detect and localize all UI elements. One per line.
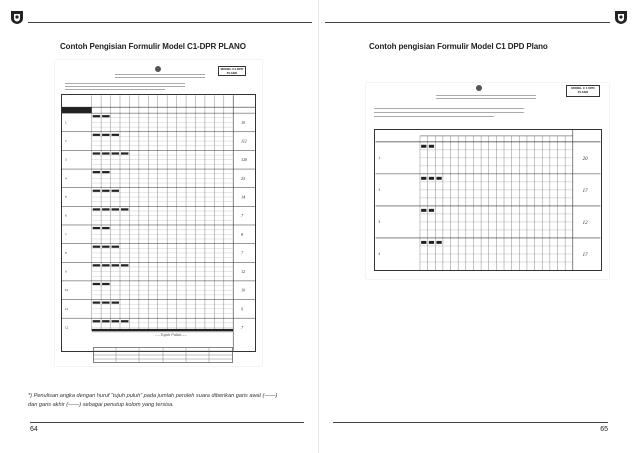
row-total: 14 (241, 194, 246, 200)
row-number: 2 (64, 139, 67, 144)
form-summary-table (93, 347, 233, 363)
row-total: 8 (241, 231, 244, 237)
form-vote-grid (374, 129, 602, 271)
form-c1-dpd-thumbnail (366, 83, 609, 279)
row-number: 4 (64, 176, 67, 181)
form-header-line (436, 98, 536, 99)
row-number: 8 (64, 250, 67, 255)
form-field-line (65, 86, 185, 87)
page-number: 65 (600, 426, 608, 433)
form-code-box: MODEL C 1 DPD PLANO (566, 85, 600, 97)
footer-rule (333, 422, 608, 423)
row-total: 112 (241, 138, 247, 144)
form-c1-dpr-thumbnail (55, 60, 262, 366)
form-emblem-icon (155, 66, 161, 72)
row-number: 12 (64, 325, 69, 330)
page-number: 64 (30, 426, 38, 433)
row-total: 7 (241, 324, 244, 330)
form-field-line (65, 83, 185, 84)
party-header-bar (62, 107, 92, 113)
row-total: 17 (582, 252, 588, 258)
row-total: 9 (241, 306, 244, 312)
row-total: 25 (241, 175, 246, 181)
right-page (319, 0, 638, 453)
row-number: 3 (64, 157, 67, 162)
header-rule (325, 22, 610, 23)
row-total: 17 (582, 188, 588, 194)
footer-rule (30, 422, 304, 423)
row-number: 4 (378, 251, 381, 256)
page-title: Contoh Pengisian Formulir Model C1-DPR PLANO (60, 42, 246, 51)
kpu-emblem-icon (613, 10, 629, 25)
form-field-line (374, 112, 524, 113)
total-words: ----Tujuh Puluh---- (155, 332, 187, 337)
form-field-line (65, 89, 165, 90)
row-number: 9 (64, 269, 67, 274)
row-number: 6 (64, 213, 67, 218)
row-number: 1 (378, 155, 381, 160)
row-total: 120 (241, 157, 248, 163)
row-number: 3 (378, 219, 381, 224)
row-number: 7 (64, 232, 67, 237)
form-field-line (374, 116, 494, 117)
row-total: 12 (241, 269, 246, 275)
form-code-box: MODEL C1-DPR PLANO (218, 66, 246, 76)
form-emblem-icon (476, 85, 482, 91)
form-field-line (374, 108, 524, 109)
footnote: *) Penulisan angka dengan huruf “tujuh puluh” pada jumlah peroleh suara diberikan garis awal (——) dan garis akhir (——) sebagai penutup kolom yang tersisa. (28, 393, 278, 408)
row-total: 20 (582, 156, 588, 162)
header-rule (28, 22, 312, 23)
kpu-emblem-icon (9, 10, 25, 25)
form-header-line (436, 95, 536, 96)
form-header-line (115, 77, 205, 78)
form-header-line (115, 74, 205, 75)
row-number: 11 (64, 306, 69, 311)
form-vote-grid (61, 94, 256, 352)
row-total: 7 (241, 250, 244, 256)
page-title: Contoh pengisian Formulir Model C1 DPD Plano (369, 42, 548, 51)
row-number: 2 (378, 187, 381, 192)
row-total: 12 (582, 220, 588, 226)
row-total: 7 (241, 213, 244, 219)
row-number: 5 (64, 195, 67, 200)
row-total: 10 (241, 119, 246, 125)
row-number: 10 (64, 288, 69, 293)
row-number: 1 (64, 120, 67, 125)
row-total: 10 (241, 287, 246, 293)
